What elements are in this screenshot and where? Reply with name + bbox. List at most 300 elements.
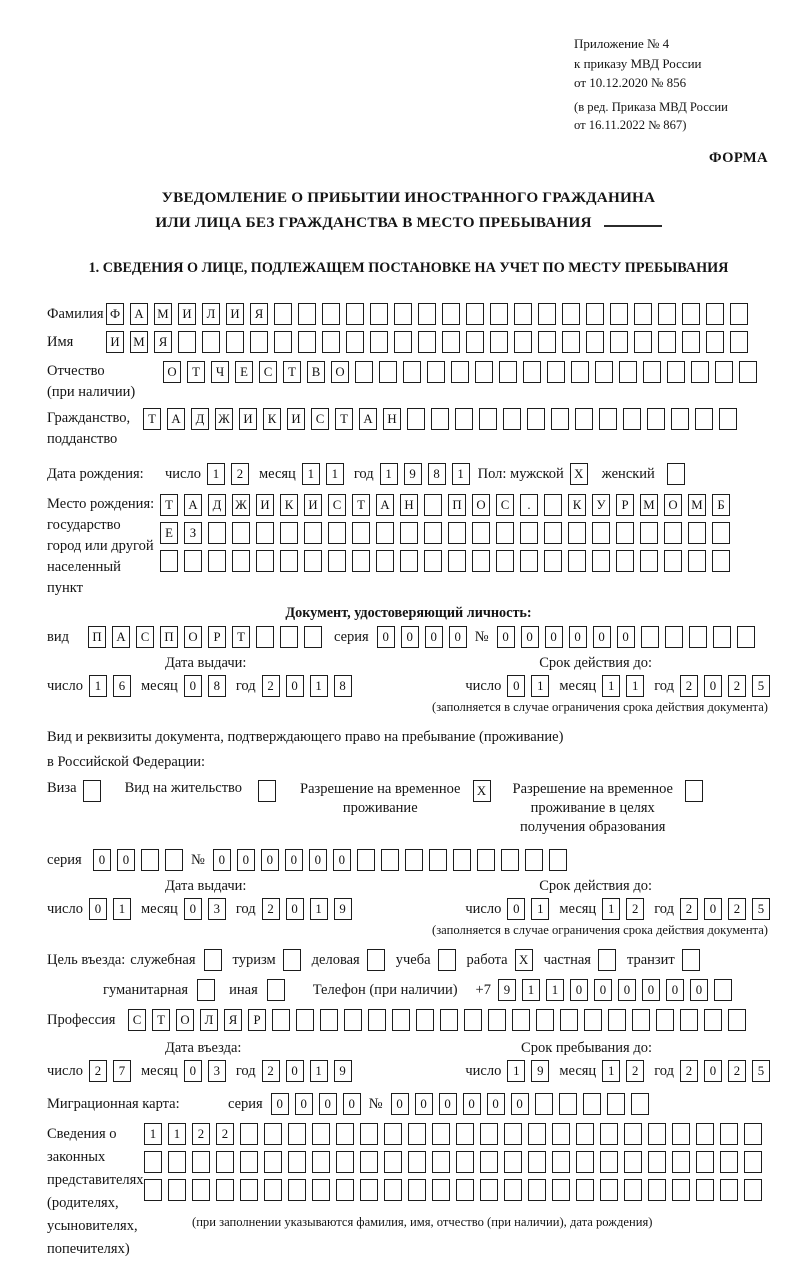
private-label: частная	[543, 951, 591, 968]
char-cell: 0	[617, 626, 635, 648]
char-cell: 2	[262, 1060, 280, 1082]
stay-until-label: Срок пребывания до:	[521, 1040, 652, 1057]
char-cell: О	[176, 1009, 194, 1031]
char-cell	[695, 408, 713, 430]
char-cell: 9	[498, 979, 516, 1001]
char-cell	[691, 361, 709, 383]
char-cell	[514, 303, 532, 325]
reps-note: (при заполнении указываются фамилия, имя, отчество (при наличии), дата рождения)	[192, 1215, 653, 1230]
char-cell	[551, 408, 569, 430]
char-cell: 2	[680, 898, 698, 920]
char-cell	[240, 1179, 258, 1201]
reps-boxes-line2	[144, 1151, 762, 1173]
char-cell: 1	[144, 1123, 162, 1145]
entry-date-label: Дата въезда:	[165, 1040, 242, 1057]
char-cell	[400, 522, 418, 544]
char-cell	[274, 303, 292, 325]
char-cell: Т	[283, 361, 301, 383]
char-cell	[562, 331, 580, 353]
char-cell: У	[592, 494, 610, 516]
char-cell	[600, 1179, 618, 1201]
char-cell: Д	[208, 494, 226, 516]
char-cell	[424, 494, 442, 516]
char-cell	[672, 1179, 690, 1201]
char-cell: А	[112, 626, 130, 648]
char-cell: 0	[271, 1093, 289, 1115]
char-cell	[83, 780, 101, 802]
char-cell	[538, 303, 556, 325]
temp-permit-edu-label	[513, 780, 673, 837]
char-cell	[168, 1179, 186, 1201]
doc-valid-day-boxes	[507, 675, 549, 697]
char-cell: 8	[428, 463, 446, 485]
char-cell	[141, 849, 159, 871]
stay-month-boxes	[602, 1060, 644, 1082]
male-label: мужской	[510, 465, 564, 482]
char-cell	[456, 1179, 474, 1201]
char-cell	[464, 1009, 482, 1031]
sex-male-checkbox	[570, 463, 588, 485]
char-cell	[216, 1179, 234, 1201]
surname-label: Фамилия	[47, 305, 104, 322]
char-cell: 0	[333, 849, 351, 871]
year-label: год	[235, 1062, 256, 1079]
char-cell	[730, 331, 748, 353]
char-cell	[394, 303, 412, 325]
char-cell: 0	[690, 979, 708, 1001]
char-cell	[280, 550, 298, 572]
char-cell: 1	[507, 1060, 525, 1082]
char-cell: Е	[160, 522, 178, 544]
residence-permit-item	[125, 780, 276, 802]
migration-card-row	[47, 1093, 770, 1115]
char-cell	[552, 1151, 570, 1173]
surname-boxes	[106, 303, 748, 325]
char-cell: 1	[452, 463, 470, 485]
char-cell	[658, 331, 676, 353]
char-cell: 9	[334, 1060, 352, 1082]
char-cell	[408, 1151, 426, 1173]
char-cell	[562, 303, 580, 325]
char-cell	[405, 849, 423, 871]
residence-title-line1: Вид и реквизиты документа, подтверждающего право на пребывание (проживание)	[47, 729, 564, 746]
char-cell	[623, 408, 641, 430]
char-cell	[568, 550, 586, 572]
char-cell: 0	[391, 1093, 409, 1115]
doc-validity-note: (заполняется в случае ограничения срока действия документа)	[432, 700, 768, 715]
char-cell	[571, 361, 589, 383]
char-cell	[453, 849, 471, 871]
char-cell: Р	[208, 626, 226, 648]
char-cell	[514, 331, 532, 353]
char-cell	[379, 361, 397, 383]
char-cell	[178, 331, 196, 353]
temp-permit-edu-line3: получения образования	[520, 819, 666, 836]
other-label: иная	[229, 981, 258, 998]
char-cell	[264, 1151, 282, 1173]
char-cell: 0	[704, 675, 722, 697]
char-cell	[320, 1009, 338, 1031]
char-cell: Л	[200, 1009, 218, 1031]
day-label: число	[165, 465, 201, 482]
char-cell: А	[184, 494, 202, 516]
char-cell	[512, 1009, 530, 1031]
char-cell	[689, 626, 707, 648]
char-cell	[583, 1093, 601, 1115]
char-cell: 0	[286, 1060, 304, 1082]
char-cell	[599, 408, 617, 430]
char-cell	[713, 626, 731, 648]
char-cell	[408, 1179, 426, 1201]
title-underline	[604, 225, 662, 227]
appendix-line: от 10.12.2020 № 856	[574, 75, 687, 90]
char-cell	[682, 949, 700, 971]
year-label: год	[654, 677, 674, 694]
char-cell	[607, 1093, 625, 1115]
day-label: число	[465, 1062, 502, 1079]
birthplace-label	[47, 494, 160, 599]
temp-permit-edu-checkbox	[685, 780, 703, 802]
char-cell: 0	[704, 898, 722, 920]
char-cell: М	[130, 331, 148, 353]
char-cell: 0	[618, 979, 636, 1001]
char-cell: Е	[235, 361, 253, 383]
day-label: число	[47, 1062, 83, 1079]
char-cell	[403, 361, 421, 383]
char-cell: 3	[208, 1060, 226, 1082]
char-cell: С	[136, 626, 154, 648]
char-cell	[256, 626, 274, 648]
char-cell	[344, 1009, 362, 1031]
temp-permit-checkbox	[473, 780, 491, 802]
char-cell	[336, 1151, 354, 1173]
char-cell	[360, 1151, 378, 1173]
char-cell	[696, 1179, 714, 1201]
reps-label-line5: усыновителях,	[47, 1218, 138, 1235]
other-checkbox	[267, 979, 285, 1001]
permit-valid-day-boxes	[507, 898, 549, 920]
doc-type-boxes	[88, 626, 322, 648]
char-cell	[466, 303, 484, 325]
char-cell	[664, 550, 682, 572]
char-cell	[376, 522, 394, 544]
char-cell	[544, 494, 562, 516]
temp-permit-edu-item	[513, 780, 703, 837]
char-cell	[706, 331, 724, 353]
char-cell	[360, 1123, 378, 1145]
citizenship-label	[47, 408, 143, 450]
char-cell: Р	[248, 1009, 266, 1031]
month-label: месяц	[559, 677, 597, 694]
char-cell: 0	[463, 1093, 481, 1115]
doc-issue-month-boxes	[184, 675, 226, 697]
permit-valid-month-boxes	[602, 898, 644, 920]
char-cell: 0	[286, 675, 304, 697]
birthplace-label-line2: государство	[47, 517, 121, 534]
char-cell: 0	[439, 1093, 457, 1115]
char-cell: И	[178, 303, 196, 325]
char-cell: X	[515, 949, 533, 971]
char-cell	[360, 1179, 378, 1201]
char-cell: К	[263, 408, 281, 430]
doc-valid-until-group	[465, 675, 770, 697]
char-cell: Ч	[211, 361, 229, 383]
char-cell: С	[259, 361, 277, 383]
birthdate-label: Дата рождения:	[47, 465, 144, 482]
char-cell	[584, 1009, 602, 1031]
char-cell	[160, 550, 178, 572]
char-cell: .	[520, 494, 538, 516]
doc-valid-until-label: Срок действия до:	[539, 655, 652, 672]
char-cell: О	[331, 361, 349, 383]
humanitarian-checkbox	[197, 979, 215, 1001]
char-cell: 1	[207, 463, 225, 485]
char-cell: X	[473, 780, 491, 802]
char-cell: 1	[602, 675, 620, 697]
char-cell	[730, 303, 748, 325]
doc-valid-month-boxes	[602, 675, 644, 697]
char-cell	[527, 408, 545, 430]
char-cell: П	[160, 626, 178, 648]
char-cell: 0	[89, 898, 107, 920]
char-cell: Т	[187, 361, 205, 383]
char-cell	[658, 303, 676, 325]
char-cell: Т	[160, 494, 178, 516]
doc-issue-date-label: Дата выдачи:	[165, 655, 247, 672]
page-title	[47, 185, 770, 235]
char-cell	[298, 303, 316, 325]
char-cell: О	[472, 494, 490, 516]
migration-number-label: №	[368, 1095, 383, 1112]
char-cell	[416, 1009, 434, 1031]
char-cell	[631, 1093, 649, 1115]
char-cell	[280, 626, 298, 648]
char-cell	[568, 522, 586, 544]
char-cell: О	[163, 361, 181, 383]
char-cell: 2	[680, 675, 698, 697]
char-cell	[370, 331, 388, 353]
char-cell	[477, 849, 495, 871]
month-label: месяц	[140, 900, 178, 917]
tourism-label: туризм	[232, 951, 276, 968]
char-cell	[381, 849, 399, 871]
birthplace-label-line4: населенный пункт	[47, 559, 121, 597]
year-label: год	[353, 465, 374, 482]
patronymic-boxes	[163, 361, 757, 383]
char-cell	[720, 1151, 738, 1173]
char-cell: И	[287, 408, 305, 430]
char-cell	[575, 408, 593, 430]
char-cell	[480, 1123, 498, 1145]
permit-valid-until-label: Срок действия до:	[539, 878, 652, 895]
char-cell	[438, 949, 456, 971]
char-cell: 1	[302, 463, 320, 485]
name-boxes	[106, 331, 748, 353]
char-cell	[168, 1151, 186, 1173]
day-label: число	[47, 677, 83, 694]
year-label: год	[235, 677, 256, 694]
phone-label: Телефон (при наличии)	[312, 981, 458, 998]
char-cell: 0	[521, 626, 539, 648]
char-cell	[619, 361, 637, 383]
char-cell	[559, 1093, 577, 1115]
visa-checkbox	[83, 780, 101, 802]
citizenship-label-line2: подданство	[47, 431, 118, 448]
char-cell: 0	[487, 1093, 505, 1115]
reps-label-line1: Сведения о	[47, 1126, 117, 1143]
char-cell: С	[328, 494, 346, 516]
char-cell: 0	[415, 1093, 433, 1115]
name-row	[47, 331, 770, 353]
char-cell: 0	[593, 626, 611, 648]
purpose-row	[47, 949, 770, 971]
business-label: деловая	[311, 951, 360, 968]
month-label: месяц	[559, 1062, 597, 1079]
month-label: месяц	[559, 900, 597, 917]
char-cell	[665, 626, 683, 648]
entry-day-boxes	[89, 1060, 131, 1082]
char-cell: 0	[184, 898, 202, 920]
day-label: число	[465, 677, 502, 694]
doc-issue-date-group	[47, 675, 352, 697]
char-cell	[490, 331, 508, 353]
char-cell	[520, 550, 538, 572]
char-cell	[499, 361, 517, 383]
char-cell	[232, 522, 250, 544]
profession-boxes	[128, 1009, 746, 1031]
char-cell: 2	[89, 1060, 107, 1082]
char-cell	[424, 522, 442, 544]
legal-reps-block	[47, 1123, 770, 1261]
char-cell	[472, 522, 490, 544]
birthplace-label-line1: Место рождения:	[47, 496, 155, 513]
char-cell: 1	[310, 898, 328, 920]
char-cell: 0	[545, 626, 563, 648]
char-cell: 1	[113, 898, 131, 920]
char-cell: 0	[401, 626, 419, 648]
migration-series-boxes	[271, 1093, 361, 1115]
char-cell: 9	[334, 898, 352, 920]
char-cell: 5	[752, 675, 770, 697]
char-cell: 0	[507, 898, 525, 920]
char-cell: 0	[377, 626, 395, 648]
char-cell	[165, 849, 183, 871]
birthplace-boxes-line2	[160, 522, 730, 544]
char-cell	[312, 1179, 330, 1201]
char-cell: 0	[449, 626, 467, 648]
char-cell: А	[376, 494, 394, 516]
char-cell	[208, 522, 226, 544]
char-cell	[472, 550, 490, 572]
char-cell: М	[154, 303, 172, 325]
reps-label-line2: законных	[47, 1149, 106, 1166]
char-cell	[442, 331, 460, 353]
char-cell	[226, 331, 244, 353]
char-cell	[407, 408, 425, 430]
char-cell: М	[688, 494, 706, 516]
char-cell: 1	[310, 1060, 328, 1082]
reps-label-line3: представителях	[47, 1172, 144, 1189]
char-cell	[648, 1179, 666, 1201]
purpose-label: Цель въезда:	[47, 951, 126, 968]
char-cell	[240, 1151, 258, 1173]
char-cell	[712, 550, 730, 572]
char-cell: 2	[680, 1060, 698, 1082]
char-cell	[504, 1151, 522, 1173]
stay-day-boxes	[507, 1060, 549, 1082]
char-cell	[647, 408, 665, 430]
entry-dates-header	[47, 1040, 770, 1057]
char-cell: С	[496, 494, 514, 516]
patronymic-label-line1: Отчество	[47, 363, 105, 380]
char-cell	[528, 1179, 546, 1201]
reps-label-line4: (родителях,	[47, 1195, 119, 1212]
char-cell	[429, 849, 447, 871]
char-cell: З	[184, 522, 202, 544]
char-cell: 0	[425, 626, 443, 648]
char-cell	[715, 361, 733, 383]
char-cell	[488, 1009, 506, 1031]
char-cell	[346, 331, 364, 353]
legal-reps-label	[47, 1123, 144, 1261]
day-label: число	[47, 900, 83, 917]
char-cell	[370, 303, 388, 325]
char-cell: О	[184, 626, 202, 648]
transit-checkbox	[682, 949, 700, 971]
char-cell	[536, 1009, 554, 1031]
name-label: Имя	[47, 333, 74, 350]
char-cell	[688, 522, 706, 544]
char-cell	[672, 1123, 690, 1145]
char-cell	[368, 1009, 386, 1031]
temp-permit-edu-line2: проживание в целях	[530, 800, 655, 817]
sex-label: Пол: мужской	[477, 465, 564, 482]
doc-dates-row	[47, 675, 770, 697]
char-cell: X	[570, 463, 588, 485]
char-cell	[719, 408, 737, 430]
char-cell	[312, 1123, 330, 1145]
citizenship-label-line1: Гражданство,	[47, 410, 131, 427]
char-cell: 0	[93, 849, 111, 871]
char-cell: И	[256, 494, 274, 516]
char-cell	[706, 303, 724, 325]
char-cell	[197, 979, 215, 1001]
char-cell: 2	[192, 1123, 210, 1145]
stay-year-boxes	[680, 1060, 770, 1082]
char-cell: 0	[704, 1060, 722, 1082]
doc-issue-year-boxes	[262, 675, 352, 697]
char-cell	[624, 1123, 642, 1145]
char-cell: А	[130, 303, 148, 325]
char-cell: Т	[335, 408, 353, 430]
birth-year-boxes	[380, 463, 470, 485]
char-cell	[455, 408, 473, 430]
char-cell	[592, 550, 610, 572]
char-cell	[336, 1179, 354, 1201]
residence-doc-title	[47, 725, 770, 774]
char-cell	[714, 979, 732, 1001]
visa-label: Виза	[47, 780, 77, 797]
char-cell	[608, 1009, 626, 1031]
char-cell: 1	[626, 675, 644, 697]
char-cell	[576, 1151, 594, 1173]
char-cell	[744, 1179, 762, 1201]
char-cell	[304, 550, 322, 572]
form-label: ФОРМА	[708, 150, 768, 166]
char-cell	[576, 1123, 594, 1145]
char-cell: 1	[168, 1123, 186, 1145]
month-label: месяц	[140, 677, 178, 694]
